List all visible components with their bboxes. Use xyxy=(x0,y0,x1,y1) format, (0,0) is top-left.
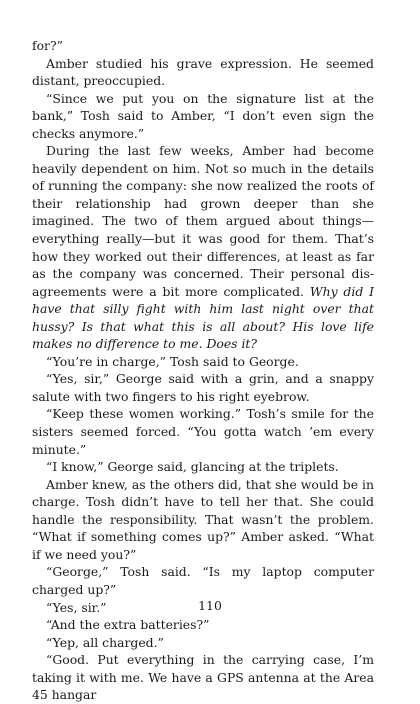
text-run: “You’re in charge,” Tosh said to George. xyxy=(46,353,299,369)
text-run: “Since we put you on the signature list at the bank,” Tosh said to Amber, “I don’t even sign the checks anymore.” xyxy=(32,90,374,141)
text-run: “And the extra batteries?” xyxy=(46,617,210,633)
text-run: “Yep, all charged.” xyxy=(46,634,164,650)
text-run: “Keep these women working.” Tosh’s smile for the sisters seemed forced. “You gotta watch ’em every minute.” xyxy=(32,406,374,457)
paragraph xyxy=(32,616,374,634)
text-run: “George,” Tosh said. “Is my laptop computer charged up?” xyxy=(32,564,374,597)
paragraph xyxy=(32,476,374,564)
paragraph xyxy=(32,37,374,55)
text-run: for?” xyxy=(32,38,63,53)
paragraph xyxy=(32,353,374,371)
text-run: “Good. Put everything in the carrying case, I’m taking it with me. We have a GPS antenna at the Area 45 hangar xyxy=(32,652,374,703)
italic-text: Why did I have that silly fight with him last night over that hussy? Is that what this is all about? His love life makes no difference to me. Does it? xyxy=(32,283,374,352)
text-run: “I know,” George said, glancing at the triplets. xyxy=(46,459,339,475)
text-run: “Yes, sir.” xyxy=(46,599,107,615)
page-number: 110 xyxy=(198,598,222,613)
paragraph xyxy=(32,563,374,598)
paragraph xyxy=(32,55,374,90)
text-run: Amber studied his grave expression. He seemed distant, preoccupied. xyxy=(32,55,374,89)
paragraph xyxy=(32,634,374,652)
text-run: Amber knew, as the others did, that she would be in charge. Tosh didn’t have to tell her that. She could handle the responsibility. That wasn’t the problem. “What if something comes up?” Amber asked. “What if we need you?” xyxy=(32,476,374,562)
paragraph xyxy=(32,370,374,405)
paragraph xyxy=(32,458,374,476)
paragraph xyxy=(32,142,374,353)
paragraph xyxy=(32,651,374,704)
text-run: “Yes, sir,” George said with a grin, and a snappy salute with two fingers to his right eyebrow. xyxy=(32,371,374,404)
paragraph xyxy=(32,405,374,458)
text-run: During the last few weeks, Amber had become heavily dependent on him. Not so much in the details of running the company: she now realized the roots of their relationship had grown deeper than she imagined. The two of them argued about things—everything really—but it was good for them. That’s how they worked out their differences, at least as far as the company was concerned. Their personal disagreements were a bit more complicated. xyxy=(32,143,374,299)
paragraph xyxy=(32,90,374,143)
